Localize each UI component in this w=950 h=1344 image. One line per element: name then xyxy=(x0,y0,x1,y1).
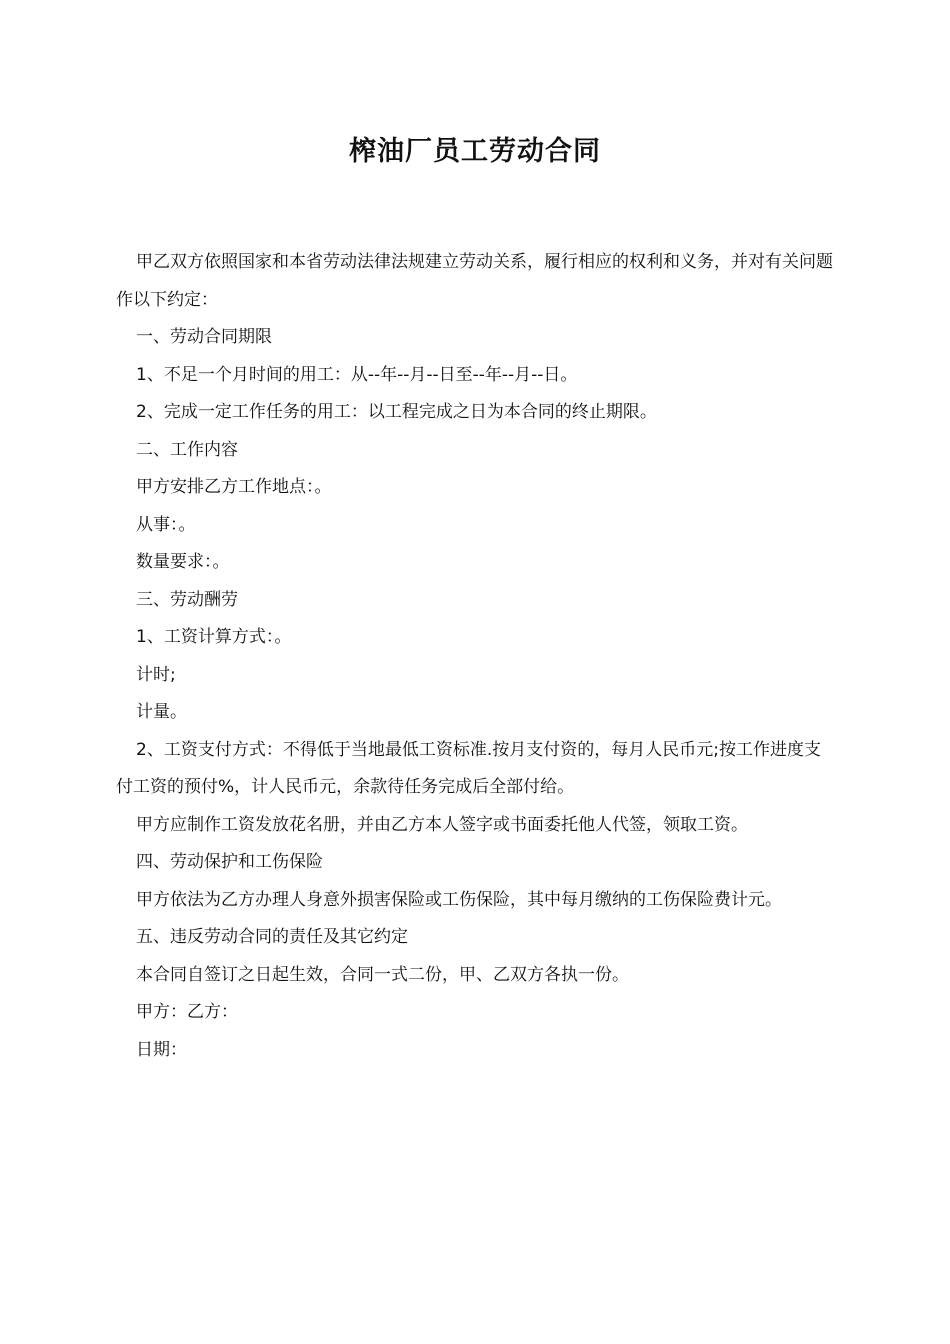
paragraph-work-location: 甲方安排乙方工作地点：。 xyxy=(136,477,332,497)
paragraph-effective: 本合同自签订之日起生效，合同一式二份，甲、乙双方各执一份。 xyxy=(136,964,629,985)
paragraph-pay-piece: 计量。 xyxy=(136,702,187,722)
signature-parties: 甲方：乙方： xyxy=(136,1002,238,1022)
document-body xyxy=(116,244,836,1069)
section-heading-liability: 五、违反劳动合同的责任及其它约定 xyxy=(136,927,408,947)
section-heading-insurance: 四、劳动保护和工伤保险 xyxy=(136,852,323,872)
paragraph-term-1: 1、不足一个月时间的用工：从--年--月--日至--年--月--日。 xyxy=(136,364,578,385)
paragraph-pay-roster: 甲方应制作工资发放花名册，并由乙方本人签字或书面委托他人代签，领取工资。 xyxy=(136,814,748,835)
paragraph-intro: 甲乙双方依照国家和本省劳动法律法规建立劳动关系，履行相应的权利和义务，并对有关问题作以下约定： xyxy=(116,252,833,310)
paragraph-pay-payment: 2、工资支付方式：不得低于当地最低工资标准.按月支付资的，每月人民币元;按工作进度支付工资的预付%，计人民币元，余款待任务完成后全部付给。 xyxy=(116,739,821,797)
section-heading-pay: 三、劳动酬劳 xyxy=(136,589,238,610)
paragraph-pay-method: 1、工资计算方式：。 xyxy=(136,627,292,647)
paragraph-work-duty: 从事：。 xyxy=(136,514,196,535)
section-heading-term: 一、劳动合同期限 xyxy=(136,327,272,347)
paragraph-pay-time: 计时; xyxy=(136,664,176,685)
section-heading-work: 二、工作内容 xyxy=(136,439,238,460)
signature-date: 日期： xyxy=(136,1039,187,1060)
paragraph-work-quantity: 数量要求：。 xyxy=(136,552,230,572)
document-title: 榨油厂员工劳动合同 xyxy=(349,136,601,167)
paragraph-term-2: 2、完成一定工作任务的用工：以工程完成之日为本合同的终止期限。 xyxy=(136,402,657,422)
paragraph-insurance: 甲方依法为乙方办理人身意外损害保险或工伤保险，其中每月缴纳的工伤保险费计元。 xyxy=(136,889,782,910)
